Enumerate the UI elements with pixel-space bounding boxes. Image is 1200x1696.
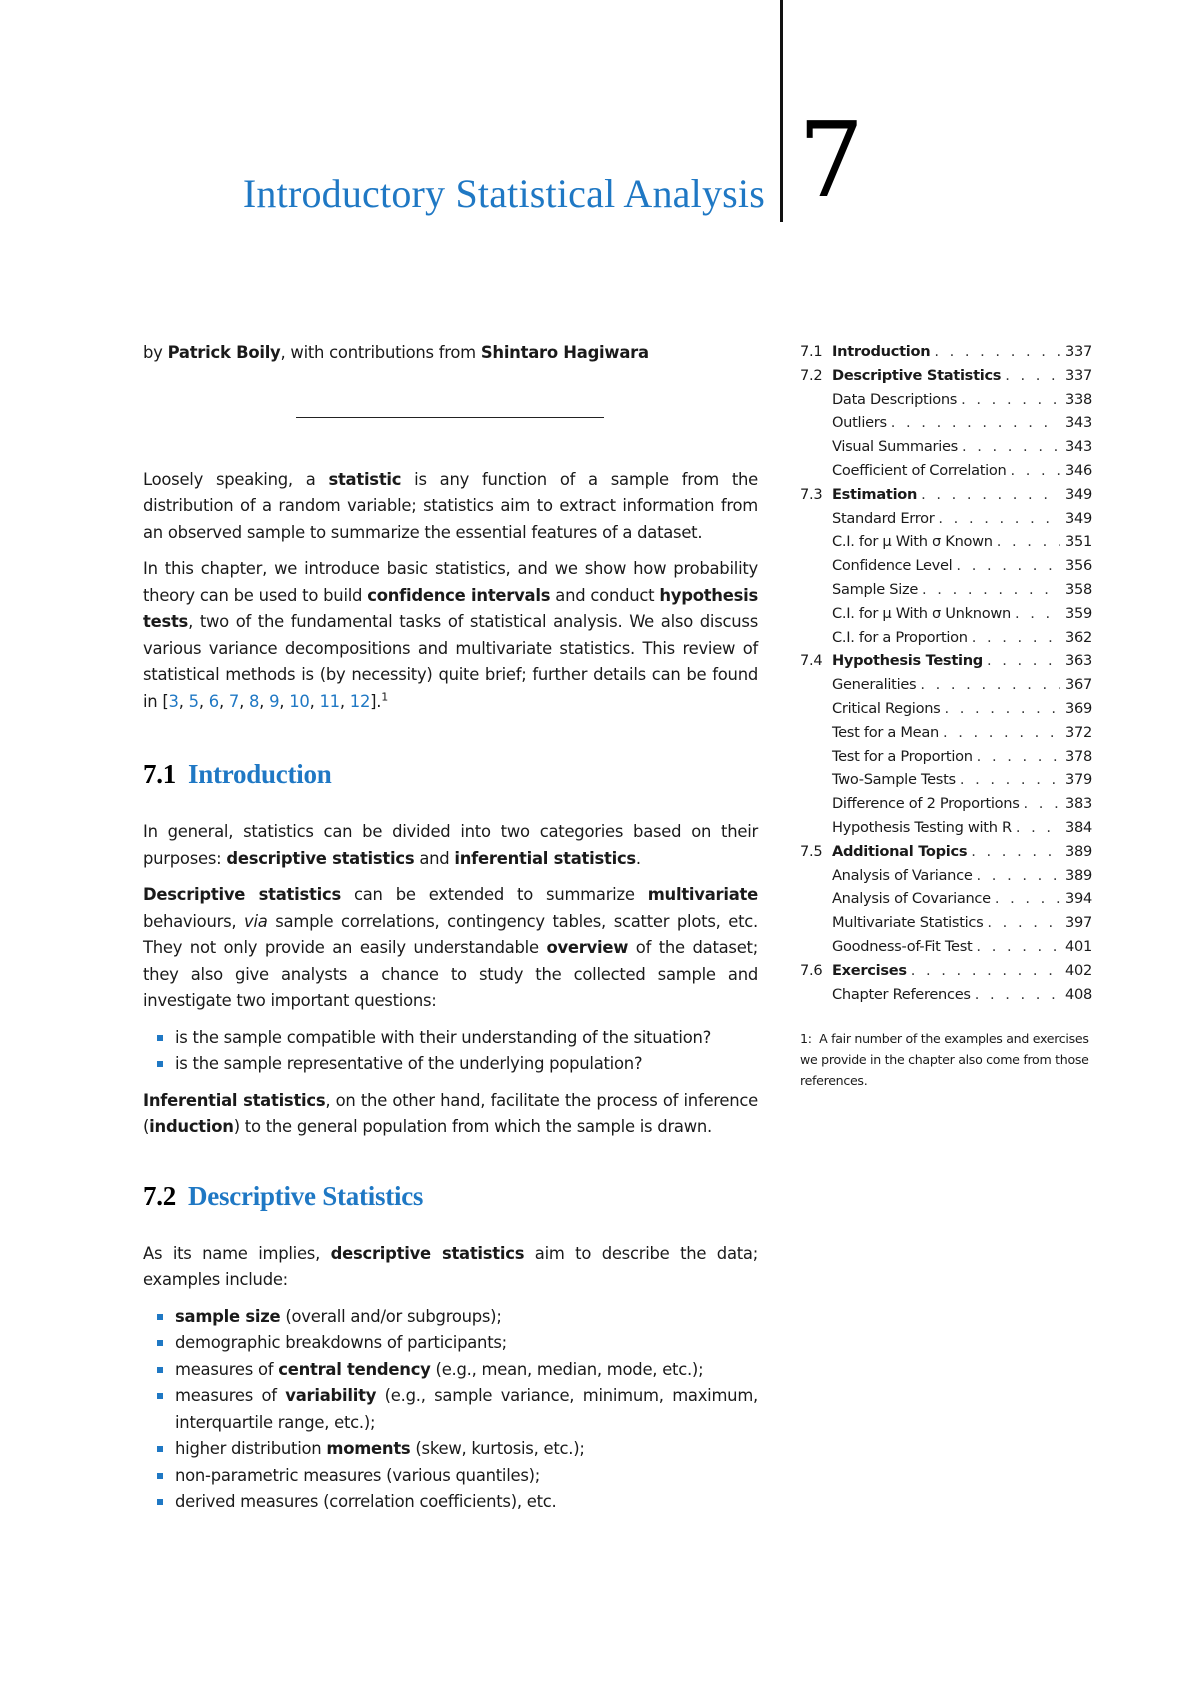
toc-entry[interactable] [800,745,1092,769]
text-run: Loosely speaking, a [143,469,329,489]
citation-link[interactable]: 6 [208,691,219,711]
toc-entry-number [800,435,832,459]
toc-entry[interactable] [800,768,1092,792]
toc-entry[interactable] [800,983,1092,1007]
toc-entry[interactable] [800,530,1092,554]
toc-entry[interactable] [800,792,1092,816]
toc-leader-dots [891,411,1060,435]
toc-entry-number [800,554,832,578]
text-run: ]. [370,691,382,711]
toc-entry[interactable] [800,816,1092,840]
toc-leader-dots [987,649,1060,673]
toc-entry[interactable] [800,840,1092,864]
toc-entry-number [800,887,832,911]
list-item-text: non-parametric measures (various quantiles); [175,1465,541,1485]
toc-entry-label: Coefficient of Correlation [832,461,1007,479]
list-item: is the sample representative of the underlying population? [175,1051,758,1078]
toc-entry-label: Test for a Proportion [832,747,973,765]
toc-entry-label: C.I. for μ With σ Unknown [832,604,1011,622]
chapter-number: 7 [798,99,865,221]
toc-entry-number: 7.3 [800,485,823,503]
toc-leader-dots [1010,459,1060,483]
list-item-term: moments [326,1439,411,1458]
toc-leader-dots [934,340,1060,364]
toc-entry-label: Goodness-of-Fit Test [832,937,973,955]
citation-separator: , [309,691,320,711]
toc-entry-number: 7.6 [800,961,823,979]
toc-entry[interactable] [800,864,1092,888]
toc-leader-dots [1024,792,1060,816]
section1-paragraph-3 [143,1088,758,1141]
list-item [175,1463,758,1490]
toc-entry-number [800,745,832,769]
toc-entry[interactable] [800,435,1092,459]
toc-entry-label: Hypothesis Testing with R [832,818,1012,836]
toc-entry[interactable] [800,649,1092,673]
citation-link[interactable]: 7 [228,691,240,711]
toc-entry[interactable] [800,483,1092,507]
byline-contributor: Shintaro Hagiwara [480,343,649,362]
section1-paragraph-2 [143,882,758,1015]
toc-leader-dots [961,388,1060,412]
chapter-rule [780,0,783,222]
list-item-text: (e.g., sample variance, minimum, maximum, interquartile range, etc.); [175,1386,758,1432]
toc-entry-page: 349 [1065,485,1092,503]
toc-entry-number [800,721,832,745]
toc-entry-label: Introduction [832,343,931,360]
toc-entry-page: 338 [1065,390,1092,408]
text-run: , on the other hand, facilitate the process of inference ( [143,1090,758,1136]
toc-entry[interactable] [800,959,1092,983]
citation-separator: , [239,691,249,711]
toc-entry-label: Additional Topics [832,842,968,860]
toc-entry-page: 337 [1065,343,1092,360]
list-item-text: derived measures (correlation coefficients), etc. [175,1492,557,1511]
citation-link[interactable]: 10 [289,691,310,711]
toc-entry[interactable] [800,602,1092,626]
text-run: As its name implies, [143,1243,331,1263]
toc-entry-page: 351 [1065,533,1092,551]
toc-entry[interactable] [800,411,1092,435]
toc-entry[interactable] [800,554,1092,578]
toc-entry-number: 7.4 [800,652,823,670]
citation-link[interactable]: 3 [168,691,179,711]
term-descriptive-statistics: Descriptive statistics [143,885,341,904]
toc-leader-dots [1015,602,1060,626]
intro-paragraph-1 [143,467,758,547]
term-multivariate: multivariate [647,885,758,904]
toc-entry-page: 389 [1065,842,1092,860]
text-run: and conduct [550,585,660,605]
toc-entry-page: 346 [1065,461,1092,479]
text-run: behaviours, [143,911,245,931]
list-item-term: variability [285,1386,377,1405]
toc-entry-number [800,768,832,792]
toc-entry[interactable] [800,578,1092,602]
list-item-text: (overall and/or subgroups); [280,1306,502,1326]
list-item-text: higher distribution [175,1439,327,1458]
byline [143,340,758,367]
toc-entry-label: Two-Sample Tests [832,771,956,789]
toc-entry-label: Confidence Level [832,557,953,575]
toc-entry[interactable] [800,935,1092,959]
toc-entry-page: 384 [1065,818,1092,836]
term-descriptive-statistics: descriptive statistics [330,1243,525,1263]
toc-leader-dots [943,721,1060,745]
toc-entry[interactable] [800,721,1092,745]
toc-leader-dots [1016,816,1060,840]
toc-entry-number: 7.5 [800,842,823,860]
text-run: . [635,848,641,868]
margin-table-of-contents [800,340,1092,1006]
section-title: Descriptive Statistics [188,1180,424,1211]
text-run: In this chapter, we introduce basic statistics, and we show how probability theory can be used to build [143,559,758,605]
toc-entry-number [800,602,832,626]
toc-entry-number: 7.2 [800,366,823,384]
toc-entry-page: 389 [1065,866,1092,884]
toc-entry-page: 343 [1065,438,1092,456]
toc-entry-page: 372 [1065,723,1092,741]
toc-entry-number [800,388,832,412]
toc-leader-dots [920,673,1060,697]
toc-entry-number [800,864,832,888]
toc-leader-dots [922,578,1060,602]
toc-leader-dots [960,768,1060,792]
toc-entry-label: Visual Summaries [832,438,958,456]
toc-leader-dots [921,483,1060,507]
list-item [175,1330,758,1357]
toc-entry-label: Multivariate Statistics [832,914,984,932]
toc-entry-label: Test for a Mean [832,723,939,741]
toc-leader-dots [995,887,1060,911]
toc-entry-page: 394 [1065,890,1092,908]
citation-separator: , [178,691,189,711]
term-inferential-statistics: Inferential statistics [143,1090,326,1110]
toc-entry-label: Data Descriptions [832,390,958,408]
toc-entry-number: 7.1 [800,343,823,360]
toc-leader-dots [962,435,1060,459]
text-run: , two of the fundamental tasks of statistical analysis. We also discuss various variance decompositions and multivariate statistics. This review of statistical methods is (by necessity) quite brief; further details can be found in [ [143,612,758,711]
toc-entry-number [800,935,832,959]
chapter-title: Introductory Statistical Analysis [242,171,765,216]
footnote-text: A fair number of the examples and exercises we provide in the chapter also come from those references. [800,1031,1089,1088]
toc-entry[interactable] [800,673,1092,697]
toc-entry-label: Critical Regions [832,699,941,717]
list-item-text: measures of [175,1386,286,1405]
list-item: is the sample compatible with their understanding of the situation? [175,1025,758,1052]
toc-leader-dots [997,530,1060,554]
toc-entry-page: 363 [1065,652,1092,670]
list-item [175,1436,758,1463]
toc-leader-dots [971,840,1060,864]
toc-entry-label: Hypothesis Testing [832,652,983,670]
toc-entry-label: Standard Error [832,509,935,527]
byline-middle: , with contributions from [280,343,481,362]
toc-entry-page: 362 [1065,628,1092,646]
text-run: ) to the general population from which the sample is drawn. [233,1117,712,1136]
toc-entry-page: 359 [1065,604,1092,622]
term-induction: induction [149,1117,234,1136]
toc-entry-page: 358 [1065,580,1092,598]
citation-link[interactable]: 8 [248,691,260,711]
section1-question-list [143,1025,758,1078]
toc-entry-number [800,792,832,816]
term-descriptive-statistics: descriptive statistics [226,848,415,868]
toc-entry-label: Estimation [832,485,918,503]
term-overview: overview [546,938,629,957]
toc-entry-number [800,697,832,721]
toc-entry[interactable] [800,507,1092,531]
toc-entry-label: Generalities [832,676,917,694]
toc-entry-page: 402 [1065,961,1092,979]
toc-entry-number [800,459,832,483]
text-run: sample correlations, contingency tables, scatter plots, etc. They not only provide an easily understandable [143,911,758,957]
list-item-text: measures of [175,1359,279,1379]
text-run: aim to describe the data; examples include: [143,1243,758,1289]
section-number: 7.1 [143,759,176,789]
toc-entry-number [800,673,832,697]
toc-entry[interactable] [800,459,1092,483]
byline-author: Patrick Boily [167,343,281,362]
toc-leader-dots [944,697,1060,721]
toc-entry-number [800,983,832,1007]
list-item-text: demographic breakdowns of participants; [175,1333,507,1352]
section-heading-7-2 [143,1181,758,1211]
citation-separator: , [259,691,270,711]
citation-list [169,692,371,711]
toc-entry-label: C.I. for a Proportion [832,628,968,646]
citation-link[interactable]: 11 [319,691,340,711]
toc-entry-page: 349 [1065,509,1092,527]
toc-entry-number [800,578,832,602]
toc-entry-number [800,507,832,531]
toc-entry-label: Analysis of Covariance [832,890,991,908]
toc-leader-dots [911,959,1060,983]
toc-entry-label: Descriptive Statistics [832,366,1002,384]
text-run: and [414,848,455,868]
list-item-term: sample size [175,1306,281,1326]
footnote-marker[interactable]: 1 [381,690,388,704]
text-run: of the dataset; they also give analysts a chance to study the collected sample and investigate two important questions: [143,938,758,1010]
list-item-text: (e.g., mean, median, mode, etc.); [430,1359,704,1379]
toc-entry-label: Analysis of Variance [832,866,973,884]
toc-entry[interactable] [800,388,1092,412]
citation-link[interactable]: 9 [269,691,280,711]
toc-entry-label: Outliers [832,414,887,432]
margin-footnote [800,1028,1092,1091]
toc-entry-page: 401 [1065,937,1092,955]
toc-entry-label: Chapter References [832,985,971,1003]
toc-entry[interactable] [800,887,1092,911]
toc-entry-label: C.I. for μ With σ Known [832,533,993,551]
toc-leader-dots [975,983,1060,1007]
toc-leader-dots [977,864,1060,888]
byline-prefix: by [143,343,168,362]
citation-separator: , [198,691,209,711]
term-via: via [244,911,268,931]
text-run: is any function of a sample from the distribution of a random variable; statistics aim to extract information from an observed sample to summarize the essential features of a dataset. [143,469,758,542]
toc-leader-dots [977,745,1060,769]
list-item-text: (skew, kurtosis, etc.); [410,1439,585,1458]
toc-entry-page: 378 [1065,747,1092,765]
toc-entry[interactable] [800,697,1092,721]
toc-entry-page: 367 [1065,676,1092,694]
toc-entry-page: 369 [1065,699,1092,717]
section2-examples-list [143,1304,758,1516]
toc-leader-dots [956,554,1060,578]
term-inferential-statistics: inferential statistics [454,848,636,868]
toc-entry-number [800,911,832,935]
citation-separator: , [339,691,350,711]
toc-entry-page: 408 [1065,985,1092,1003]
term-statistic: statistic [328,469,402,489]
section1-paragraph-1 [143,819,758,872]
list-item [175,1383,758,1436]
section-heading-7-1 [143,759,758,789]
toc-entry-number [800,626,832,650]
section2-paragraph-1 [143,1241,758,1294]
toc-entry-page: 337 [1065,366,1092,384]
toc-entry[interactable] [800,364,1092,388]
toc-entry-number [800,411,832,435]
list-item [175,1489,758,1516]
citation-link[interactable]: 12 [349,691,371,711]
toc-entry[interactable] [800,911,1092,935]
toc-entry-number [800,816,832,840]
term-confidence-intervals: confidence intervals [367,585,551,605]
toc-entry[interactable] [800,626,1092,650]
toc-entry-page: 356 [1065,557,1092,575]
main-column [143,340,758,1516]
toc-entry-page: 379 [1065,771,1092,789]
toc-leader-dots [1005,364,1060,388]
citation-separator: , [279,691,290,711]
section-title: Introduction [188,759,332,789]
list-item-term: central tendency [278,1359,431,1379]
toc-leader-dots [972,626,1060,650]
section-number: 7.2 [143,1180,176,1211]
toc-leader-dots [938,507,1060,531]
toc-entry-page: 343 [1065,414,1092,432]
toc-leader-dots [987,911,1060,935]
toc-entry-label: Sample Size [832,580,919,598]
term-hypothesis-tests: hypothesis tests [143,585,758,631]
toc-entry-label: Exercises [832,961,907,979]
toc-entry-label: Difference of 2 Proportions [832,795,1020,813]
toc-entry-page: 383 [1065,795,1092,813]
citation-separator: , [218,691,229,711]
toc-leader-dots [976,935,1060,959]
citation-link[interactable]: 5 [188,691,199,711]
intro-paragraph-2 [143,556,758,715]
text-run: In general, statistics can be divided into two categories based on their purposes: [143,822,758,868]
text-run: can be extended to summarize [340,885,648,904]
footnote-mark: 1: [800,1031,812,1046]
toc-entry[interactable] [800,340,1092,364]
list-item [175,1304,758,1331]
list-item [175,1357,758,1384]
toc-entry-number [800,530,832,554]
toc-entry-page: 397 [1065,914,1092,932]
